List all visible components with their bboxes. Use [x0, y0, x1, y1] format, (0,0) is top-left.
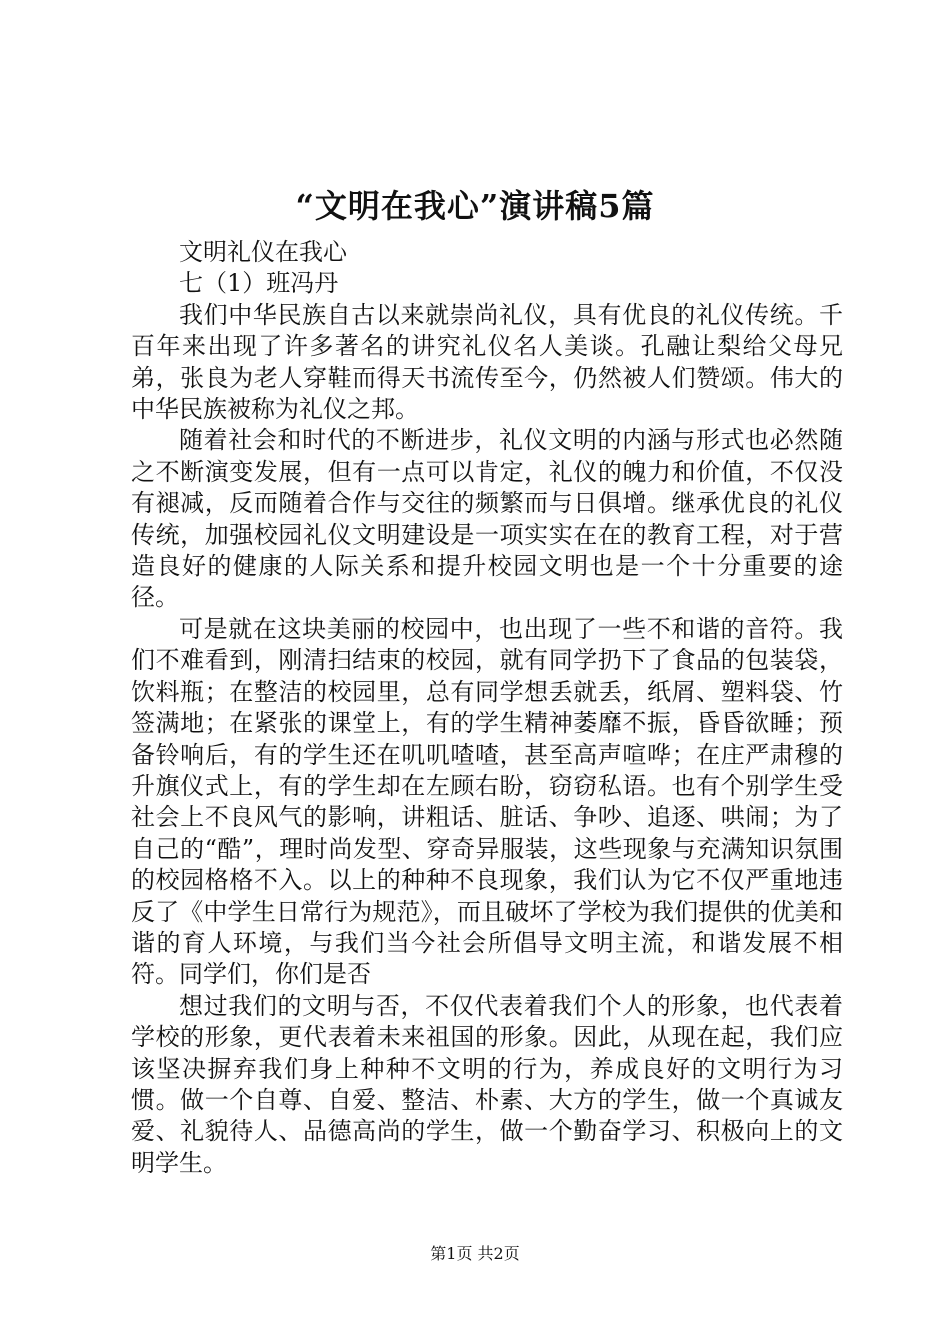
- paragraph-1: 我们中华民族自古以来就崇尚礼仪，具有优良的礼仪传统。千百年来出现了许多著名的讲究礼仪名人美谈。孔融让梨给父母兄弟，张良为老人穿鞋而得天书流传至今，仍然被人们赞颂。伟大的中华民族被称为礼仪之邦。: [131, 300, 843, 424]
- paragraph-2: 随着社会和时代的不断进步，礼仪文明的内涵与形式也必然随之不断演变发展，但有一点可以肯定，礼仪的魄力和价值，不仅没有褪减，反而随着合作与交往的频繁而与日俱增。继承优良的礼仪传统，加强校园礼仪文明建设是一项实实在在的教育工程，对于营造良好的健康的人际关系和提升校园文明也是一个十分重要的途径。: [131, 426, 843, 612]
- author-line: 七（1）班冯丹: [179, 269, 339, 298]
- page-footer: 第1页 共2页: [430, 1244, 520, 1263]
- paragraph-3: 可是就在这块美丽的校园中，也出现了一些不和谐的音符。我们不难看到，刚清扫结束的校园，就有同学扔下了食品的包装袋，饮料瓶；在整洁的校园里，总有同学想丢就丢，纸屑、塑料袋、竹签满地；在紧张的课堂上，有的学生精神萎靡不振，昏昏欲睡；预备铃响后，有的学生还在叽叽喳喳，甚至高声喧哗；在庄严肃穆的升旗仪式上，有的学生却在左顾右盼，窃窃私语。也有个别学生受社会上不良风气的影响，讲粗话、脏话、争吵、追逐、哄闹；为了自己的“酷”，理时尚发型、穿奇异服装，这些现象与充满知识氛围的校园格格不入。以上的种种不良现象，我们认为它不仅严重地违反了《中学生日常行为规范》，而且破坏了学校为我们提供的优美和谐的育人环境，与我们当今社会所倡导文明主流，和谐发展不相符。同学们，你们是否: [131, 614, 843, 989]
- page-title: “文明在我心”演讲稿5篇: [295, 187, 655, 225]
- paragraph-4: 想过我们的文明与否，不仅代表着我们个人的形象，也代表着学校的形象，更代表着未来祖国的形象。因此，从现在起，我们应该坚决摒弃我们身上种种不文明的行为，养成良好的文明行为习惯。做一个自尊、自爱、整洁、朴素、大方的学生，做一个真诚友爱、礼貌待人、品德高尚的学生，做一个勤奋学习、积极向上的文明学生。: [131, 991, 843, 1177]
- document-body: [131, 237, 843, 1179]
- speech-subtitle: 文明礼仪在我心: [179, 238, 347, 266]
